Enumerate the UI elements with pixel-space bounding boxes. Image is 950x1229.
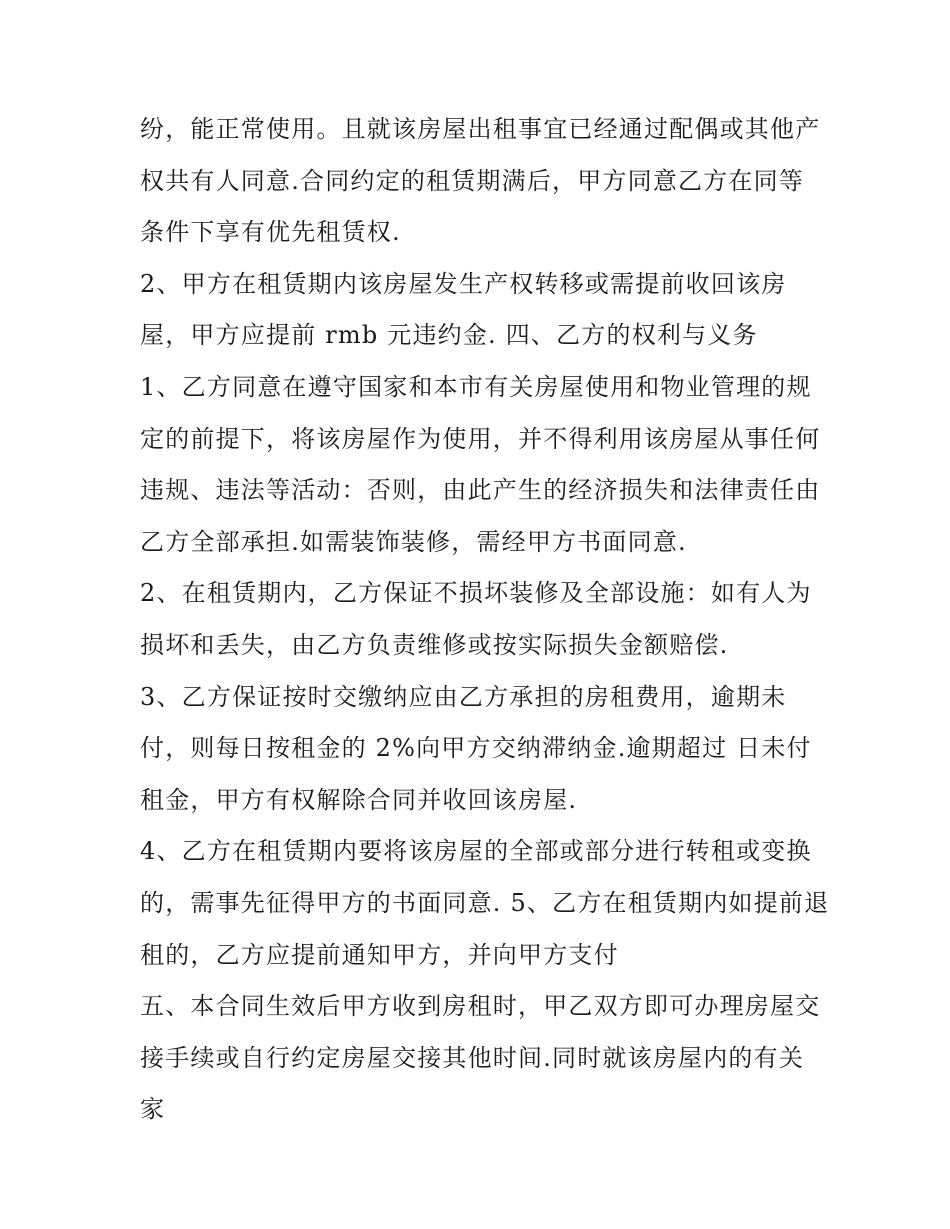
text-line: 违规、违法等活动：否则，由此产生的经济损失和法律责任由 [140, 476, 821, 505]
text-line: 权共有人同意.合同约定的租赁期满后，甲方同意乙方在同等 [140, 166, 805, 195]
text-line: 五、本合同生效后甲方收到房租时，甲乙双方即可办理房屋交 [140, 992, 821, 1021]
text-line: 1、乙方同意在遵守国家和本市有关房屋使用和物业管理的规 [140, 372, 812, 401]
text-line: 条件下享有优先租赁权. [140, 218, 401, 247]
text-line: 3、乙方保证按时交缴纳应由乙方承担的房租费用，逾期未 [140, 682, 787, 711]
text-line: 2、甲方在租赁期内该房屋发生产权转移或需提前收回该房 [140, 269, 787, 298]
document-body [140, 104, 830, 1136]
text-line: 损坏和丢失，由乙方负责维修或按实际损失金额赔偿. [140, 630, 729, 659]
text-line: 乙方全部承担.如需装饰装修，需经甲方书面同意. [140, 527, 687, 556]
text-line: 纷，能正常使用。且就该房屋出租事宜已经通过配偶或其他产 [140, 115, 821, 143]
text-line: 家 [140, 1095, 166, 1124]
text-line: 2、在租赁期内，乙方保证不损坏装修及全部设施：如有人为 [140, 579, 812, 608]
text-line: 付，则每日按租金的 2%向甲方交纳滞纳金.逾期超过 日未付 [140, 734, 812, 763]
text-line: 4、乙方在租赁期内要将该房屋的全部或部分进行转租或变换 [140, 837, 812, 866]
text-line: 的，需事先征得甲方的书面同意. 5、乙方在租赁期内如提前退 [140, 888, 830, 917]
text-line: 租金，甲方有权解除合同并收回该房屋. [140, 785, 578, 814]
text-line: 接手续或自行约定房屋交接其他时间.同时就该房屋内的有关 [140, 1043, 805, 1072]
text-line: 屋，甲方应提前 rmb 元违约金. 四、乙方的权利与义务 [140, 321, 758, 350]
text-line: 定的前提下，将该房屋作为使用，并不得利用该房屋从事任何 [140, 424, 821, 453]
text-line: 租的，乙方应提前通知甲方，并向甲方支付 [140, 940, 619, 969]
